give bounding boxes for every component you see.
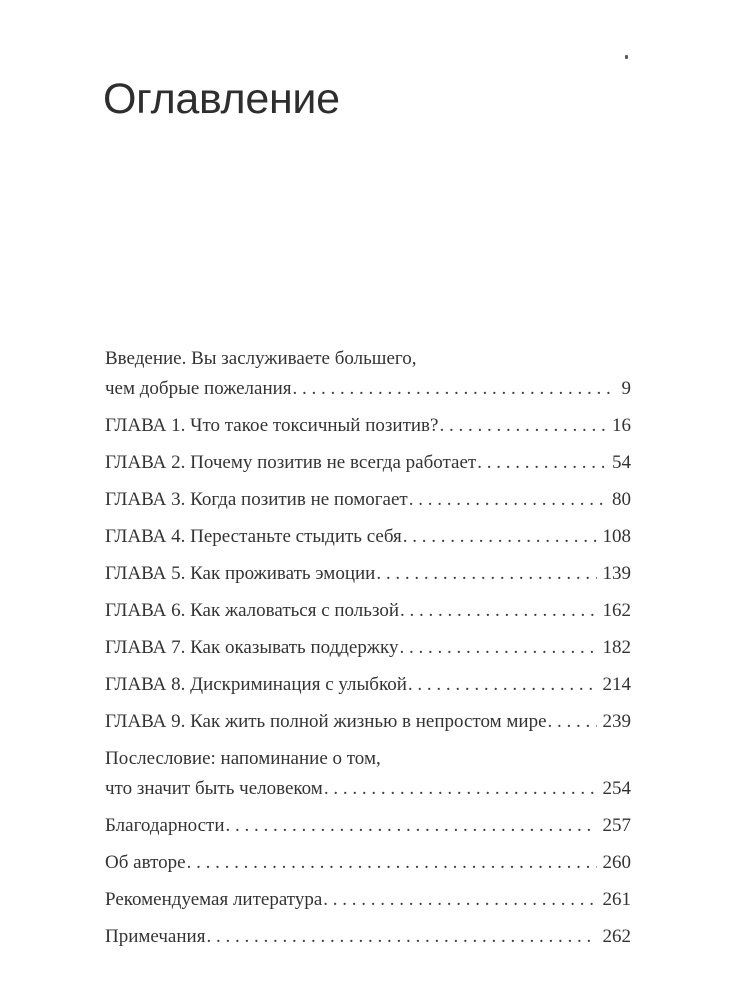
toc-entry-row (105, 811, 631, 841)
toc-entry-row (105, 922, 631, 952)
toc-entry-page-number: 214 (602, 674, 631, 695)
toc-entry-row (105, 707, 631, 737)
toc-entry-label: что значит быть человеком (105, 778, 323, 799)
toc-entry (105, 848, 631, 878)
toc-entry-label: ГЛАВА 5. Как проживать эмоции (105, 563, 376, 584)
toc-entry (105, 744, 631, 804)
leader-dots (398, 633, 596, 663)
leader-dots (292, 374, 616, 404)
toc-entry-page-number: 108 (602, 526, 631, 547)
toc-entry-label: ГЛАВА 1. Что такое токсичный позитив? (105, 415, 439, 436)
toc-list (105, 344, 631, 959)
toc-entry-label: чем добрые пожелания (105, 378, 292, 399)
toc-entry-row (105, 522, 631, 552)
toc-entry-page-number: 260 (602, 852, 631, 873)
toc-entry-label: ГЛАВА 3. Когда позитив не помогает (105, 489, 408, 510)
leader-dots (402, 522, 597, 552)
toc-entry-page-number: 182 (602, 637, 631, 658)
toc-entry-row (105, 448, 631, 478)
toc-entry (105, 633, 631, 663)
toc-entry-row (105, 885, 631, 915)
leader-dots (476, 448, 606, 478)
toc-entry-row (105, 374, 631, 404)
toc-entry-page-number: 9 (621, 378, 631, 399)
toc-entry-row (105, 485, 631, 515)
leader-dots (547, 707, 597, 737)
toc-entry-first-line: Послесловие: напоминание о том, (105, 748, 381, 769)
toc-entry-label: ГЛАВА 6. Как жаловаться с пользой (105, 600, 400, 621)
toc-entry (105, 670, 631, 700)
toc-entry (105, 522, 631, 552)
leader-dots (375, 559, 596, 589)
toc-entry-label: ГЛАВА 2. Почему позитив не всегда работает (105, 452, 477, 473)
stray-ink-speck (625, 55, 628, 59)
toc-entry-label: Об авторе (105, 852, 186, 873)
toc-entry-page-number: 16 (612, 415, 631, 436)
page-title: Оглавление (103, 75, 340, 123)
leader-dots (438, 411, 606, 441)
toc-entry-row (105, 411, 631, 441)
toc-entry-page-number: 239 (602, 711, 631, 732)
toc-entry-label: ГЛАВА 8. Дискриминация с улыбкой (105, 674, 407, 695)
toc-entry-row (105, 670, 631, 700)
toc-entry-label: ГЛАВА 4. Перестаньте стыдить себя (105, 526, 402, 547)
toc-entry-row (105, 596, 631, 626)
toc-entry-page-number: 80 (612, 489, 631, 510)
leader-dots (323, 774, 597, 804)
toc-entry-label: ГЛАВА 7. Как оказывать поддержку (105, 637, 399, 658)
toc-entry (105, 411, 631, 441)
toc-entry (105, 559, 631, 589)
leader-dots (322, 885, 596, 915)
toc-entry-page-number: 139 (602, 563, 631, 584)
toc-entry-page-number: 261 (602, 889, 631, 910)
toc-entry-row (105, 559, 631, 589)
toc-entry-page-number: 54 (612, 452, 631, 473)
toc-entry-row (105, 774, 631, 804)
toc-entry (105, 448, 631, 478)
toc-entry (105, 596, 631, 626)
toc-entry (105, 811, 631, 841)
toc-entry (105, 885, 631, 915)
toc-entry (105, 922, 631, 952)
toc-entry-label: Примечания (105, 926, 206, 947)
toc-entry-label: ГЛАВА 9. Как жить полной жизнью в непростом мире (105, 711, 547, 732)
toc-entry-page-number: 262 (602, 926, 631, 947)
leader-dots (205, 922, 596, 952)
leader-dots (225, 811, 597, 841)
leader-dots (407, 670, 597, 700)
toc-entry-label: Благодарности (105, 815, 225, 836)
toc-entry-page-number: 254 (602, 778, 631, 799)
toc-entry-row (105, 633, 631, 663)
leader-dots (408, 485, 606, 515)
toc-entry (105, 485, 631, 515)
toc-entry-first-line: Введение. Вы заслуживаете большего, (105, 348, 417, 369)
leader-dots (399, 596, 596, 626)
toc-entry (105, 344, 631, 404)
toc-entry (105, 707, 631, 737)
toc-entry-page-number: 257 (602, 815, 631, 836)
toc-entry-row (105, 848, 631, 878)
leader-dots (186, 848, 597, 878)
toc-entry-page-number: 162 (602, 600, 631, 621)
toc-entry-label: Рекомендуемая литература (105, 889, 323, 910)
